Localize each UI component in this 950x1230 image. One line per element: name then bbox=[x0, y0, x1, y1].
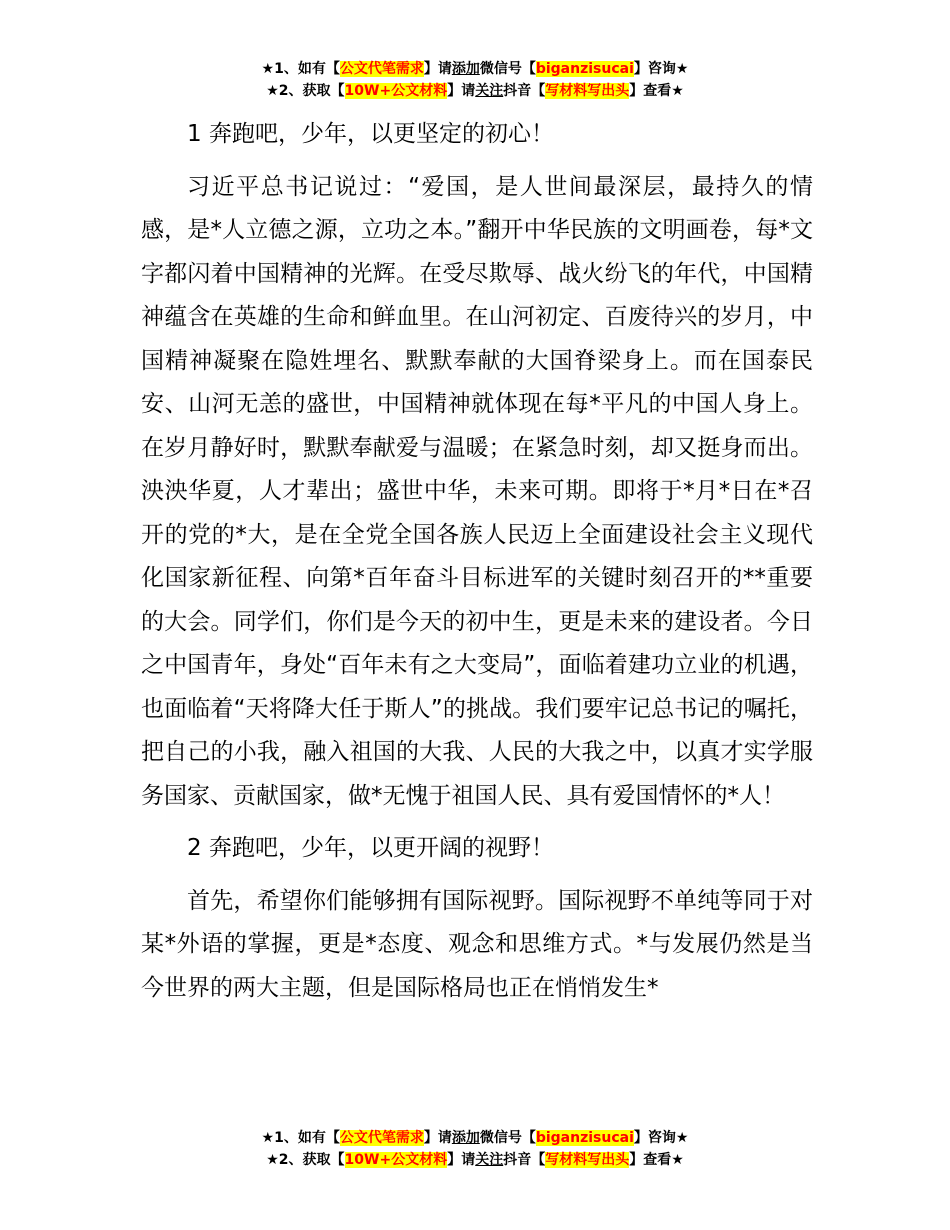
star-icon: ★ bbox=[675, 61, 689, 77]
body-paragraph: 首先，希望你们能够拥有国际视野。国际视野不单纯等同于对某*外语的掌握，更是*态度、观念和思维方式。*与发展仍然是当今世界的两大主题，但是国际格局也正在悄悄发生* bbox=[141, 887, 813, 1001]
section-heading-2: 2 奔跑吧，少年，以更开阔的视野！ bbox=[187, 835, 554, 861]
banner-line-1: ★1、如有【公文代笔需求】请添加微信号【biganzisucai】咨询★ bbox=[261, 61, 689, 77]
highlight-wechat-id: biganzisucai bbox=[535, 1130, 634, 1146]
header-banner bbox=[0, 58, 950, 102]
footer-banner bbox=[0, 1127, 950, 1171]
highlight-wechat-id: biganzisucai bbox=[535, 61, 634, 77]
highlight-materials: 10W+公文材料 bbox=[344, 1152, 448, 1168]
body-paragraph: 习近平总书记说过：“爱国，是人世间最深层，最持久的情感，是*人立德之源，立功之本。”翻开中华民族的文明画卷，每*文字都闪着中国精神的光辉。在受尽欺辱、战火纷飞的年代，中国精神蕴含在英雄的生命和鲜血里。在山河初定、百废待兴的岁月，中国精神凝聚在隐姓埋名、默默奉献的大国脊梁身上。而在国泰民安、山河无恙的盛世，中国精神就体现在每*平凡的中国人身上。在岁月静好时，默默奉献爱与温暖；在紧急时刻，却又挺身而出。泱泱华夏，人才辈出；盛世中华，未来可期。即将于*月*日在*召开的党的*大，是在全党全国各族人民迈上全面建设社会主义现代化国家新征程、向第*百年奋斗目标进军的关键时刻召开的**重要的大会。同学们，你们是今天的初中生，更是未来的建设者。今日之中国青年，身处“百年未有之大变局”，面临着建功立业的机遇，也面临着“天将降大任于斯人”的挑战。我们要牢记总书记的嘱托，把自己的小我，融入祖国的大我、人民的大我之中，以真才实学服务国家、贡献国家，做*无愧于祖国人民、具有爱国情怀的*人！ bbox=[141, 173, 813, 809]
star-icon: ★ bbox=[266, 83, 279, 99]
document-body bbox=[141, 113, 813, 1019]
highlight-service: 公文代笔需求 bbox=[339, 1130, 424, 1146]
star-icon: ★ bbox=[675, 1130, 689, 1146]
star-icon: ★ bbox=[671, 83, 684, 99]
highlight-douyin-id: 写材料写出头 bbox=[545, 83, 630, 99]
highlight-materials: 10W+公文材料 bbox=[344, 83, 448, 99]
banner-line-1: ★1、如有【公文代笔需求】请添加微信号【biganzisucai】咨询★ bbox=[261, 1130, 689, 1146]
section-heading-1: 1 奔跑吧，少年，以更坚定的初心！ bbox=[187, 121, 554, 147]
star-icon: ★ bbox=[261, 61, 275, 77]
highlight-douyin-id: 写材料写出头 bbox=[545, 1152, 630, 1168]
highlight-service: 公文代笔需求 bbox=[339, 61, 424, 77]
star-icon: ★ bbox=[266, 1152, 279, 1168]
banner-line-2: ★2、获取【10W+公文材料】请关注抖音【写材料写出头】查看★ bbox=[266, 1152, 684, 1168]
banner-line-2: ★2、获取【10W+公文材料】请关注抖音【写材料写出头】查看★ bbox=[266, 83, 684, 99]
star-icon: ★ bbox=[261, 1130, 275, 1146]
star-icon: ★ bbox=[671, 1152, 684, 1168]
